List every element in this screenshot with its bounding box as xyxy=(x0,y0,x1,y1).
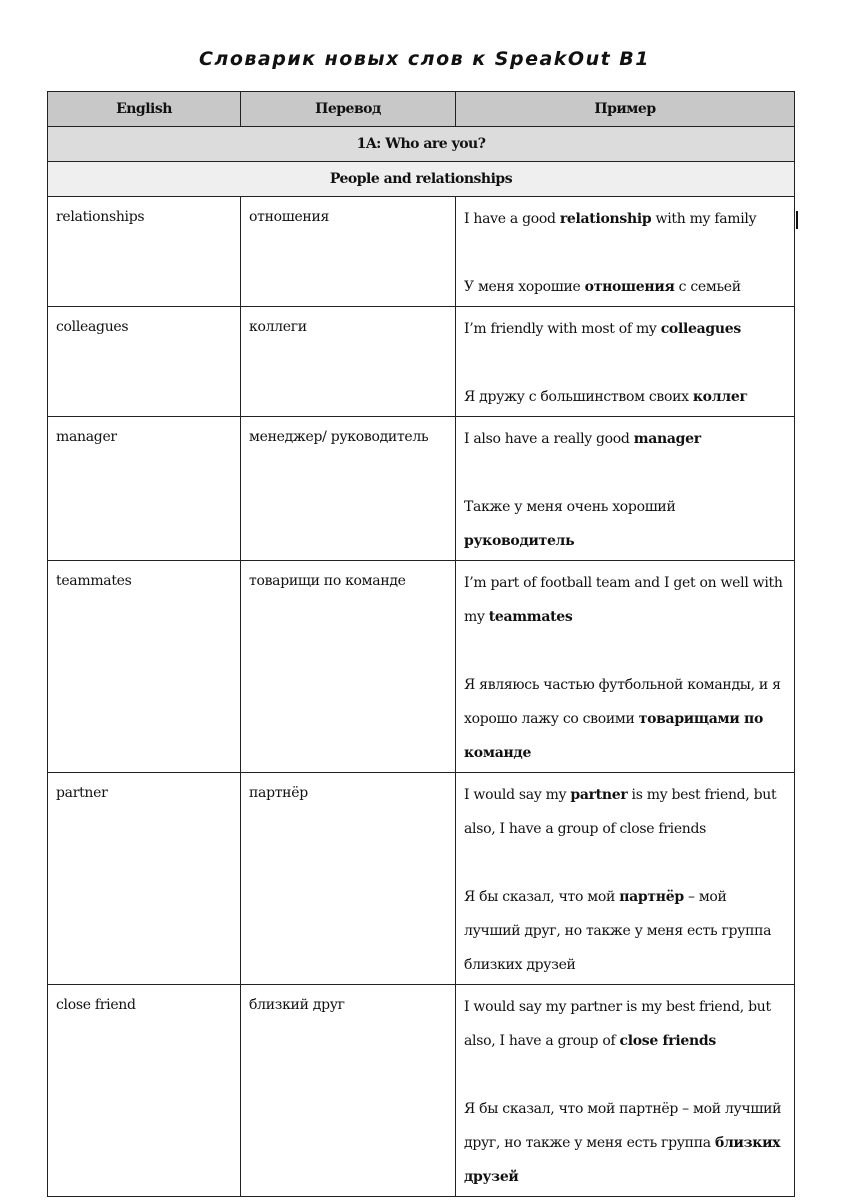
example-english: I’m part of football team and I get on well with my teammates xyxy=(464,575,783,625)
translation-cell: коллеги xyxy=(241,307,456,417)
keyword: relationship xyxy=(559,211,652,227)
example-cell xyxy=(456,773,795,985)
keyword: партнёр xyxy=(619,889,684,905)
header-translation: Перевод xyxy=(241,92,456,127)
example-russian: Я дружу с большинством своих коллег xyxy=(464,389,748,405)
header-row xyxy=(48,92,795,127)
example-cell xyxy=(456,561,795,773)
word-cell: colleagues xyxy=(48,307,241,417)
section-row xyxy=(48,127,795,162)
subsection-row xyxy=(48,162,795,197)
example-russian: Я бы сказал, что мой партнёр – мой лучший друг, но также у меня есть группа близких друзей xyxy=(464,1101,782,1185)
example-russian: Я являюсь частью футбольной команды, и я хорошо лажу со своими товарищами по команде xyxy=(464,677,781,761)
translation-cell: отношения xyxy=(241,197,456,307)
word-cell: partner xyxy=(48,773,241,985)
table-row xyxy=(48,307,795,417)
keyword: manager xyxy=(633,431,701,447)
example-russian: Я бы сказал, что мой партнёр – мой лучший друг, но также у меня есть группа близких друзей xyxy=(464,889,772,973)
example-cell xyxy=(456,985,795,1197)
header-english: English xyxy=(48,92,241,127)
keyword: близких друзей xyxy=(464,1135,781,1185)
vocabulary-table xyxy=(47,91,795,1197)
word-cell: close friend xyxy=(48,985,241,1197)
keyword: отношения xyxy=(584,279,675,295)
keyword: teammates xyxy=(488,609,573,625)
table-row xyxy=(48,985,795,1197)
subsection-title: People and relationships xyxy=(48,162,795,197)
page-title: Словарик новых слов к SpeakOut B1 xyxy=(198,48,651,70)
translation-cell: близкий друг xyxy=(241,985,456,1197)
translation-cell: партнёр xyxy=(241,773,456,985)
keyword: close friends xyxy=(619,1033,716,1049)
example-english: I would say my partner is my best friend, but also, I have a group of close friends xyxy=(464,787,777,837)
example-english: I would say my partner is my best friend, but also, I have a group of close friends xyxy=(464,999,771,1049)
table-row xyxy=(48,417,795,561)
table-row xyxy=(48,561,795,773)
section-title: 1A: Who are you? xyxy=(48,127,795,162)
word-cell: manager xyxy=(48,417,241,561)
keyword: коллег xyxy=(692,389,748,405)
keyword: руководитель xyxy=(464,533,575,549)
translation-cell: товарищи по команде xyxy=(241,561,456,773)
example-cell xyxy=(456,417,795,561)
example-english: I have a good relationship with my family xyxy=(464,211,757,227)
text-cursor xyxy=(796,211,798,229)
example-russian: Также у меня очень хороший руководитель xyxy=(464,499,676,549)
example-russian: У меня хорошие отношения с семьей xyxy=(464,279,741,295)
translation-cell: менеджер/ руководитель xyxy=(241,417,456,561)
word-cell: teammates xyxy=(48,561,241,773)
example-cell xyxy=(456,197,795,307)
word-cell: relationships xyxy=(48,197,241,307)
example-cell xyxy=(456,307,795,417)
keyword: colleagues xyxy=(660,321,741,337)
table-row xyxy=(48,197,795,307)
keyword: товарищами по команде xyxy=(464,711,764,761)
example-english: I also have a really good manager xyxy=(464,431,701,447)
header-example: Пример xyxy=(456,92,795,127)
example-english: I’m friendly with most of my colleagues xyxy=(464,321,741,337)
keyword: partner xyxy=(570,787,628,803)
table-row xyxy=(48,773,795,985)
